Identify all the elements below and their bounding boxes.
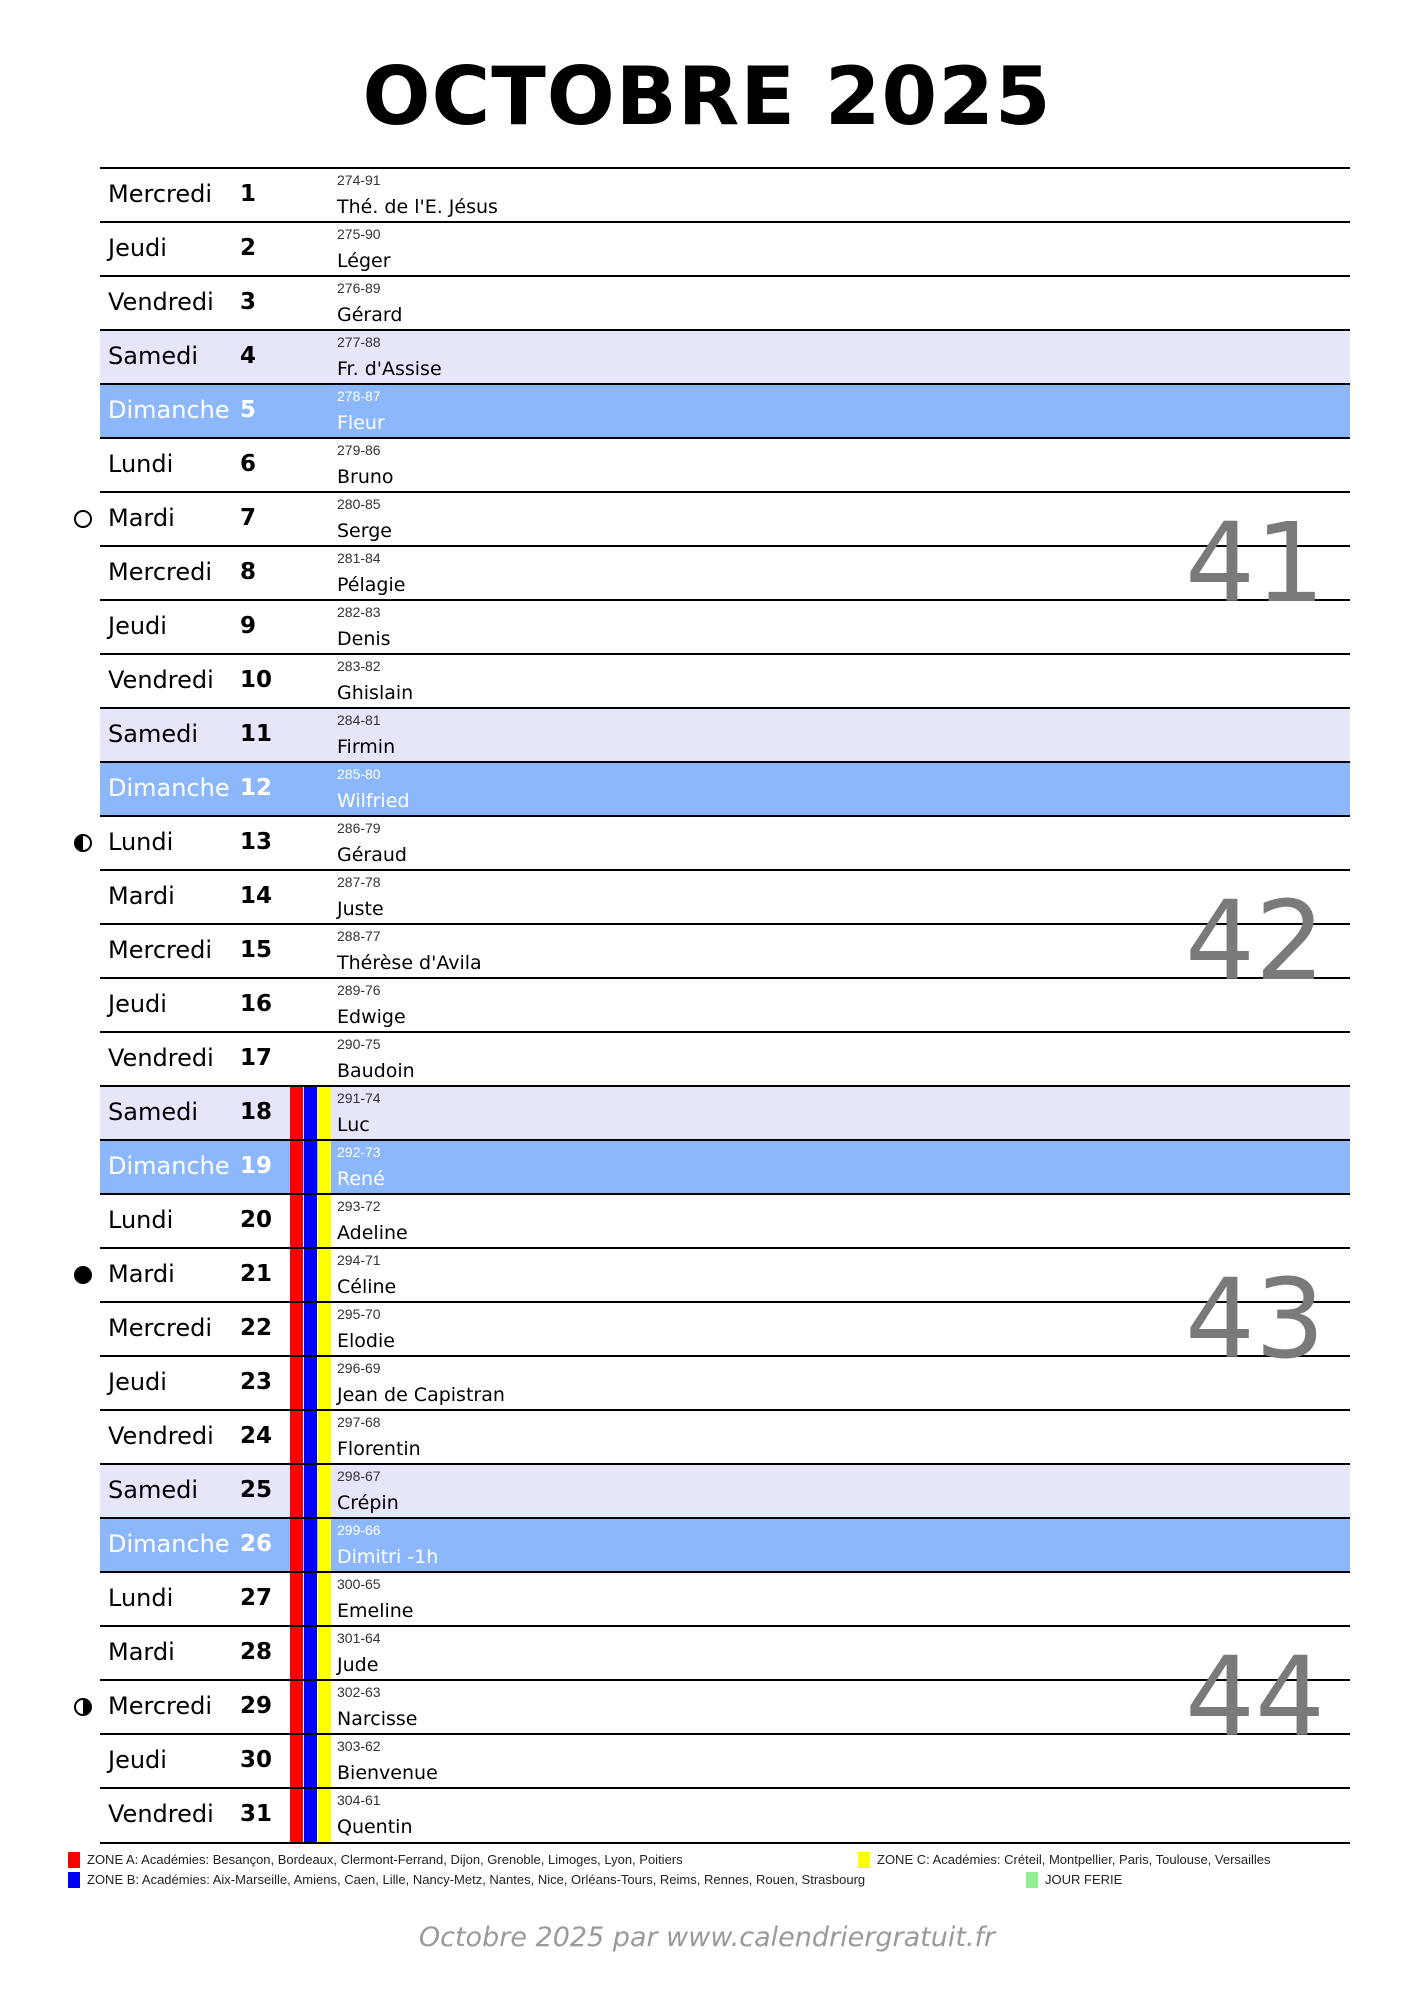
day-of-year-code: 284-81 [337,712,381,728]
day-name: Lundi [108,1206,174,1234]
day-row [100,653,1350,707]
zone-a-holiday-bar [290,1357,303,1411]
day-number: 25 [240,1477,273,1503]
day-number: 11 [240,721,273,747]
saint-name: Edwige [337,1006,406,1028]
day-number: 19 [240,1153,273,1179]
zone-a-holiday-bar [290,1627,303,1681]
day-name: Lundi [108,828,174,856]
day-row [100,1355,1350,1409]
day-row [100,1733,1350,1787]
zone-b-holiday-bar [304,1411,317,1465]
day-name: Samedi [108,342,198,370]
saint-name: Bienvenue [337,1762,438,1784]
saint-name: Géraud [337,844,407,866]
day-row [100,815,1350,869]
day-number: 1 [240,181,257,207]
zone-b-holiday-bar [304,1519,317,1573]
day-number: 29 [240,1693,273,1719]
day-row [100,1463,1350,1517]
zone-c-holiday-bar [318,1303,331,1357]
day-of-year-code: 303-62 [337,1738,381,1754]
school-holiday-bars [290,1573,332,1627]
day-row [100,1031,1350,1085]
zone-c-holiday-bar [318,1789,331,1843]
day-name: Mardi [108,1260,175,1288]
day-name: Mercredi [108,558,213,586]
day-number: 23 [240,1369,273,1395]
day-row [100,545,1350,599]
zone-c-swatch [858,1852,870,1868]
day-of-year-code: 294-71 [337,1252,381,1268]
day-of-year-code: 304-61 [337,1792,381,1808]
day-number: 16 [240,991,273,1017]
day-name: Mardi [108,1638,175,1666]
day-number: 6 [240,451,257,477]
saint-name: Pélagie [337,574,406,596]
zone-c-holiday-bar [318,1141,331,1195]
zone-c-holiday-bar [318,1627,331,1681]
day-number: 18 [240,1099,273,1125]
zone-c-holiday-bar [318,1681,331,1735]
saint-name: Denis [337,628,391,650]
zone-a-holiday-bar [290,1411,303,1465]
day-number: 22 [240,1315,273,1341]
zone-a-holiday-bar [290,1735,303,1789]
week-number-44: 44 [1185,1633,1325,1761]
zone-a-holiday-bar [290,1465,303,1519]
day-of-year-code: 281-84 [337,550,381,566]
day-row [100,329,1350,383]
moon-phase-full-icon [74,1266,92,1284]
day-of-year-code: 288-77 [337,928,381,944]
day-row [100,599,1350,653]
zone-b-holiday-bar [304,1249,317,1303]
day-row [100,1247,1350,1301]
day-of-year-code: 298-67 [337,1468,381,1484]
day-row [100,1301,1350,1355]
zone-c-holiday-bar [318,1465,331,1519]
day-number: 13 [240,829,273,855]
zone-a-holiday-bar [290,1519,303,1573]
day-name: Jeudi [108,990,167,1018]
day-number: 5 [240,397,257,423]
zone-a-holiday-bar [290,1303,303,1357]
school-holiday-bars [290,1303,332,1357]
saint-name: Elodie [337,1330,395,1352]
zone-b-holiday-bar [304,1357,317,1411]
day-name: Vendredi [108,1422,214,1450]
day-number: 3 [240,289,257,315]
day-of-year-code: 291-74 [337,1090,381,1106]
day-row [100,1193,1350,1247]
day-name: Vendredi [108,288,214,316]
zone-b-holiday-bar [304,1141,317,1195]
saint-name: Firmin [337,736,396,758]
legend-zone-c-label: ZONE C: Académies: Créteil, Montpellier, Paris, Toulouse, Versailles [877,1852,1271,1867]
zone-b-holiday-bar [304,1735,317,1789]
day-of-year-code: 285-80 [337,766,381,782]
day-number: 4 [240,343,257,369]
day-name: Mercredi [108,180,213,208]
saint-name: Jean de Capistran [337,1384,505,1406]
zone-b-holiday-bar [304,1465,317,1519]
moon-phase-last-icon [74,834,92,852]
day-name: Jeudi [108,1368,167,1396]
school-holiday-bars [290,1087,332,1141]
day-of-year-code: 279-86 [337,442,381,458]
school-holiday-bars [290,1735,332,1789]
moon-phase-first-icon [74,1698,92,1716]
page-title: OCTOBRE 2025 [362,50,1052,143]
saint-name: Serge [337,520,392,542]
day-of-year-code: 278-87 [337,388,381,404]
legend-zone-a-label: ZONE A: Académies: Besançon, Bordeaux, Clermont-Ferrand, Dijon, Grenoble, Limoges, Lyon, Poitiers [87,1852,683,1867]
saint-name: Baudoin [337,1060,415,1082]
day-name: Dimanche [108,396,230,424]
zone-a-holiday-bar [290,1681,303,1735]
week-number-42: 42 [1185,877,1325,1005]
day-name: Jeudi [108,1746,167,1774]
zone-c-holiday-bar [318,1357,331,1411]
saint-name: Quentin [337,1816,413,1838]
day-number: 2 [240,235,257,261]
day-number: 28 [240,1639,273,1665]
moon-phase-new-icon [74,510,92,528]
day-of-year-code: 293-72 [337,1198,381,1214]
school-holiday-bars [290,1195,332,1249]
school-holiday-bars [290,1465,332,1519]
zone-a-holiday-bar [290,1141,303,1195]
day-name: Samedi [108,720,198,748]
day-number: 26 [240,1531,273,1557]
saint-name: Léger [337,250,391,272]
day-name: Mardi [108,504,175,532]
zone-b-swatch [68,1872,80,1888]
day-number: 14 [240,883,273,909]
day-of-year-code: 299-66 [337,1522,381,1538]
zone-c-holiday-bar [318,1735,331,1789]
day-number: 31 [240,1801,273,1827]
zone-a-holiday-bar [290,1573,303,1627]
school-holiday-bars [290,1681,332,1735]
day-name: Lundi [108,450,174,478]
school-holiday-bars [290,1411,332,1465]
legend-holiday-label: JOUR FERIE [1045,1872,1123,1887]
legend-zone-b-label: ZONE B: Académies: Aix-Marseille, Amiens, Caen, Lille, Nancy-Metz, Nantes, Nice, Orléans-Tours, Reims, Rennes, Rouen, Strasbourg [87,1872,866,1887]
day-row [100,1679,1350,1733]
day-row [100,437,1350,491]
day-of-year-code: 295-70 [337,1306,381,1322]
day-row [100,167,1350,221]
school-holiday-bars [290,1249,332,1303]
day-name: Mardi [108,882,175,910]
day-name: Vendredi [108,1044,214,1072]
zone-b-holiday-bar [304,1789,317,1843]
day-name: Jeudi [108,612,167,640]
saint-name: Crépin [337,1492,399,1514]
day-name: Mercredi [108,936,213,964]
day-of-year-code: 275-90 [337,226,381,242]
day-number: 20 [240,1207,273,1233]
day-number: 8 [240,559,257,585]
zone-b-holiday-bar [304,1627,317,1681]
saint-name: Juste [337,898,384,920]
day-row [100,869,1350,923]
day-of-year-code: 276-89 [337,280,381,296]
school-holiday-bars [290,1789,332,1843]
zone-a-holiday-bar [290,1087,303,1141]
day-number: 21 [240,1261,273,1287]
day-name: Mercredi [108,1692,213,1720]
week-number-43: 43 [1185,1255,1325,1383]
day-name: Dimanche [108,774,230,802]
day-of-year-code: 280-85 [337,496,381,512]
day-of-year-code: 277-88 [337,334,381,350]
saint-name: Fr. d'Assise [337,358,442,380]
saint-name: Emeline [337,1600,414,1622]
day-row [100,1625,1350,1679]
day-row [100,1787,1350,1841]
day-of-year-code: 287-78 [337,874,381,890]
day-name: Dimanche [108,1530,230,1558]
saint-name: Wilfried [337,790,410,812]
school-holiday-bars [290,1627,332,1681]
zone-b-holiday-bar [304,1195,317,1249]
day-row [100,977,1350,1031]
day-of-year-code: 296-69 [337,1360,381,1376]
holiday-swatch [1026,1872,1038,1888]
saint-name: Fleur [337,412,385,434]
day-row [100,491,1350,545]
saint-name: Luc [337,1114,370,1136]
day-number: 12 [240,775,273,801]
day-row [100,1139,1350,1193]
day-number: 15 [240,937,273,963]
zone-a-holiday-bar [290,1789,303,1843]
day-row [100,275,1350,329]
zone-b-holiday-bar [304,1573,317,1627]
day-row [100,383,1350,437]
school-holiday-bars [290,1519,332,1573]
day-row [100,1571,1350,1625]
saint-name: Jude [337,1654,379,1676]
saint-name: Thé. de l'E. Jésus [337,196,498,218]
zone-c-holiday-bar [318,1249,331,1303]
day-of-year-code: 301-64 [337,1630,381,1646]
day-of-year-code: 274-91 [337,172,381,188]
day-row [100,1517,1350,1571]
saint-name: Céline [337,1276,397,1298]
day-name: Dimanche [108,1152,230,1180]
saint-name: Gérard [337,304,403,326]
day-row [100,761,1350,815]
day-name: Samedi [108,1476,198,1504]
day-row [100,923,1350,977]
day-name: Lundi [108,1584,174,1612]
zone-c-holiday-bar [318,1195,331,1249]
zone-c-holiday-bar [318,1087,331,1141]
day-number: 17 [240,1045,273,1071]
day-number: 30 [240,1747,273,1773]
day-name: Mercredi [108,1314,213,1342]
day-of-year-code: 302-63 [337,1684,381,1700]
day-name: Jeudi [108,234,167,262]
day-of-year-code: 286-79 [337,820,381,836]
saint-name: Florentin [337,1438,421,1460]
zone-a-swatch [68,1852,80,1868]
day-of-year-code: 292-73 [337,1144,381,1160]
day-number: 7 [240,505,257,531]
saint-name: Adeline [337,1222,408,1244]
day-of-year-code: 290-75 [337,1036,381,1052]
zone-a-holiday-bar [290,1195,303,1249]
day-name: Samedi [108,1098,198,1126]
zone-a-holiday-bar [290,1249,303,1303]
school-holiday-bars [290,1141,332,1195]
day-of-year-code: 289-76 [337,982,381,998]
calendar-grid [100,167,1350,1841]
day-row [100,707,1350,761]
zone-c-holiday-bar [318,1573,331,1627]
zone-b-holiday-bar [304,1303,317,1357]
school-holiday-bars [290,1357,332,1411]
day-of-year-code: 297-68 [337,1414,381,1430]
week-number-41: 41 [1185,499,1325,627]
saint-name: Narcisse [337,1708,418,1730]
zone-c-holiday-bar [318,1411,331,1465]
day-row [100,1085,1350,1139]
day-of-year-code: 282-83 [337,604,381,620]
day-number: 24 [240,1423,273,1449]
day-number: 27 [240,1585,273,1611]
saint-name: Thérèse d'Avila [337,952,482,974]
day-number: 9 [240,613,257,639]
saint-name: Ghislain [337,682,414,704]
zone-b-holiday-bar [304,1087,317,1141]
day-row [100,221,1350,275]
day-number: 10 [240,667,273,693]
saint-name: Bruno [337,466,394,488]
saint-name: Dimitri -1h [337,1546,439,1568]
day-row [100,1409,1350,1463]
footer-credit: Octobre 2025 par www.calendriergratuit.fr [418,1922,996,1953]
zone-b-holiday-bar [304,1681,317,1735]
day-name: Vendredi [108,666,214,694]
day-of-year-code: 300-65 [337,1576,381,1592]
calendar-bottom-divider [100,1842,1350,1844]
day-of-year-code: 283-82 [337,658,381,674]
zone-c-holiday-bar [318,1519,331,1573]
saint-name: René [337,1168,385,1190]
day-name: Vendredi [108,1800,214,1828]
